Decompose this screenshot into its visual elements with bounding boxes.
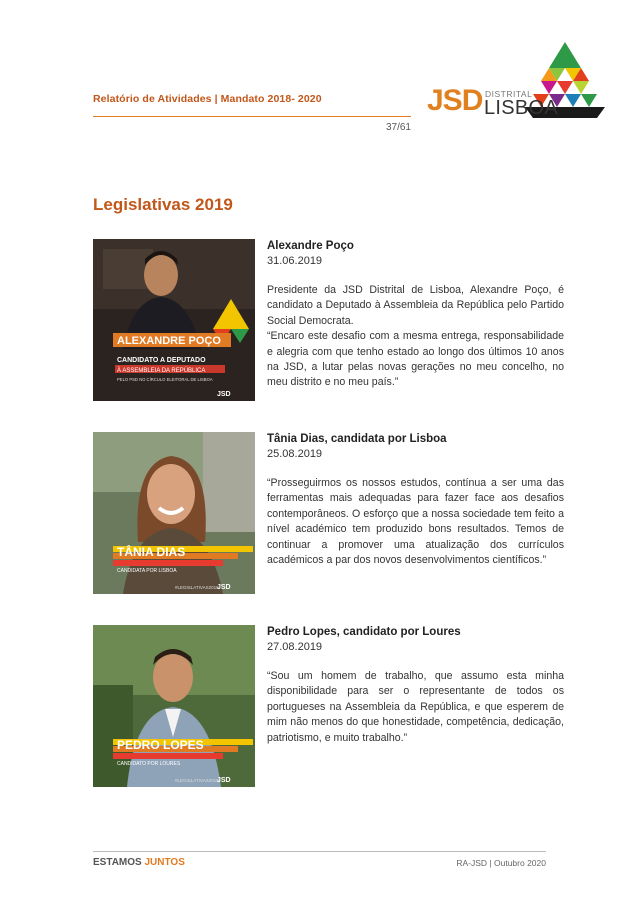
candidate-photo [93, 625, 255, 787]
candidate-date: 25.08.2019 [267, 448, 323, 460]
photo-line-1: CANDIDATO POR LOURES [117, 761, 181, 767]
candidate-text [267, 432, 564, 568]
photo-hashtag: #LEGISLATIVAS2019 [175, 778, 219, 783]
candidate-text [267, 239, 564, 391]
logo-distrital-text: DISTRITAL [485, 89, 533, 99]
candidate-date: 27.08.2019 [267, 641, 323, 653]
report-title: Relatório de Atividades | Mandato 2018- 2020 [93, 93, 322, 105]
candidate-name: Tânia Dias, candidata por Lisboa [267, 433, 447, 445]
candidate-quote: “Prosseguirmos os nossos estudos, contínua a ser uma das ferramentas mais adequadas para fazer face aos desafios contemporâneos. O esforço que a nossa sociedade tem feito a nível académico tem produzido bons resultados. Temos de continuar a promover uma atualização dos currículos académicos a par dos novos desenvolvimentos científicos.” [267, 477, 564, 567]
footer-reference: RA-JSD | Outubro 2020 [456, 858, 546, 868]
photo-line-2: À ASSEMBLEIA DA REPÚBLICA [117, 368, 206, 374]
candidate-paragraph: Presidente da JSD Distrital de Lisboa, Alexandre Poço, é candidato a Deputado à Assembleia da República pelo Partido Social Democrata. [267, 284, 564, 327]
candidate-quote: “Encaro este desafio com a mesma entrega, responsabilidade e alegria com que tenho estado ao longo dos últimos 10 anos na JSD, a lutar pelas novas gerações no meu concelho, no meu distrito e no meu país.” [267, 330, 564, 389]
candidate-photo [93, 432, 255, 594]
report-header [93, 93, 413, 105]
photo-line-1: CANDIDATA POR LISBOA [117, 568, 177, 574]
section-title: Legislativas 2019 [93, 195, 233, 214]
photo-line-1: CANDIDATO A DEPUTADO [117, 357, 206, 364]
photo-name-banner: TÂNIA DIAS [117, 545, 186, 559]
candidate-photo [93, 239, 255, 401]
photo-line-3: PELO PSD NO CÍRCULO ELEITORAL DE LISBOA [117, 377, 213, 382]
jsd-lisboa-logo [427, 40, 602, 120]
logo-lisboa-text: LISBOA [484, 97, 559, 119]
candidate-text [267, 625, 564, 746]
candidate-quote: “Sou um homem de trabalho, que assumo esta minha disponibilidade para ser o representante de todos os portugueses na Assembleia da República, e que esperem de mim não menos do que honestidade, competência, dedicação, patriotismo, e muito trabalho.” [267, 670, 564, 744]
footer-slogan-a: ESTAMOS [93, 857, 145, 868]
footer-divider [93, 851, 546, 852]
photo-logo-text: JSD [217, 391, 231, 398]
candidate-date: 31.06.2019 [267, 255, 323, 267]
header-divider [93, 116, 411, 117]
candidate-name: Pedro Lopes, candidato por Loures [267, 626, 461, 638]
photo-hashtag: #LEGISLATIVAS2019 [175, 585, 219, 590]
photo-name-banner: PEDRO LOPES [117, 738, 204, 752]
logo-jsd-text: JSD [427, 84, 483, 117]
candidate-name: Alexandre Poço [267, 240, 354, 252]
photo-logo-text: JSD [217, 777, 231, 784]
footer-slogan-b: JUNTOS [144, 857, 185, 868]
photo-logo-text: JSD [217, 584, 231, 591]
photo-name-banner: ALEXANDRE POÇO [117, 335, 221, 347]
footer-slogan [93, 857, 185, 868]
page-number: 37/61 [385, 122, 411, 133]
